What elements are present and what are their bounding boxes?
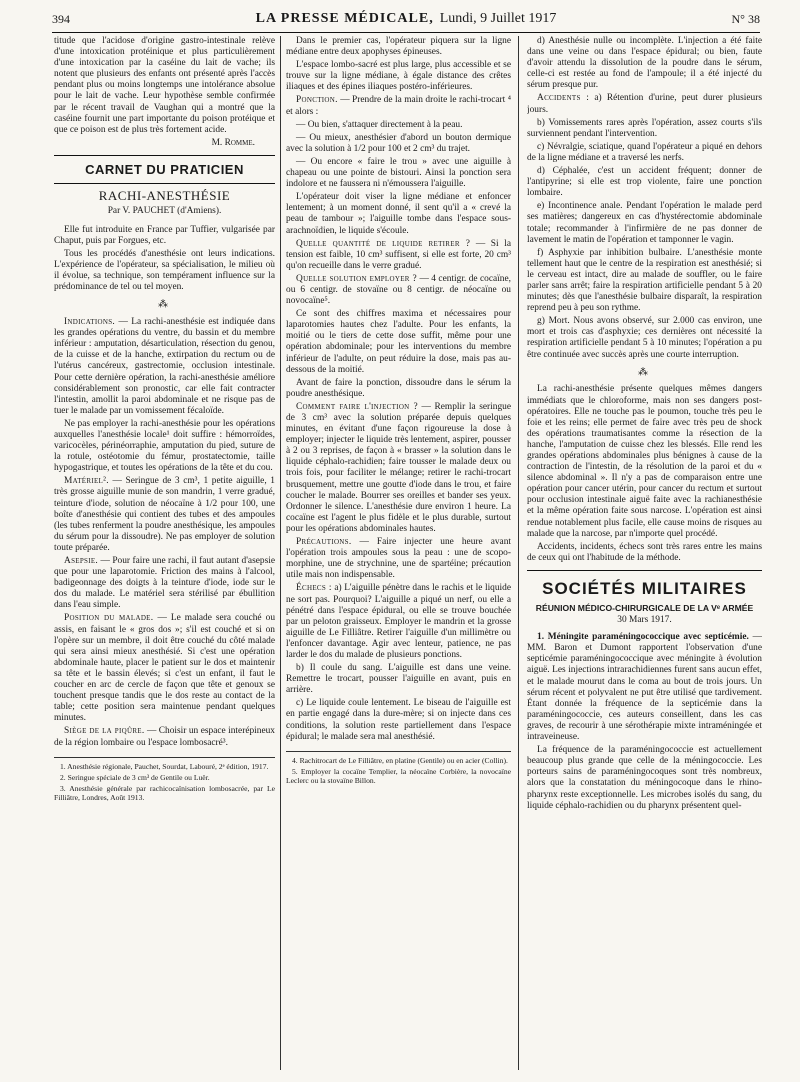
- paragraph-label: Précautions.: [296, 537, 352, 548]
- footnote: 1. Anesthésie régionale, Pauchet, Sourdat, Labouré, 2ᵉ édition, 1917.: [60, 761, 269, 771]
- meeting-date: 30 Mars 1917.: [617, 615, 672, 626]
- byline: Par V. PAUCHET (d'Amiens).: [107, 205, 222, 216]
- paragraph-label: 1. Méningite paraméningococcique avec septicémie.: [537, 632, 749, 643]
- paragraph: [286, 239, 511, 272]
- paragraph: Elle fut introduite en France par Tuffier, vulgarisée par Chaput, puis par Forgues, etc.: [54, 224, 275, 246]
- paragraph: b) Vomissements rares après l'opération, assez courts s'ils surviennent pendant l'intervention.: [527, 117, 762, 139]
- paragraph: Ne pas employer la rachi-anesthésie pour les opérations auxquelles l'anesthésie locale¹ doit suffire : hémorroïdes, varicocèles, périnéorraphie, amputation du pied, suture de la rotule, ostéotomie du fémur, prostatectomie, taille hypogastrique, et toutes les opérations de la tête et du cou.: [54, 418, 275, 474]
- paragraph-label: Position du malade.: [64, 613, 154, 624]
- paragraph-label: Ponction.: [296, 95, 338, 106]
- paragraph: La rachi-anesthésie présente quelques mêmes dangers immédiats que le chloroforme, mais non ses dangers post-opératoires. Elle ne touche pas le poumon, touche très peu le foie et les reins; elle permet de faire avec très peu de shock des opérations traumatisantes comme la résection de la hanche, l'amputation de cuisse chez les blessés. Elle rend les grandes opérations abdominales plus bénignes à cause de la contraction de l'intestin, de la résolution de la paroi et du « silence abdominal ». Il n'y a pas de comparaison entre une opération pour cancer utérin, pour cancer du rectum et surtout pour occlusion intestinale aiguë faite avec la rachianesthésie et la même opération faite sous narcose. L'opération est ainsi rendue notablement plus facile, elle cause moins de risques au malade que la narcose, par n'importe quel procédé.: [527, 384, 762, 539]
- footnotes: [286, 751, 511, 785]
- paragraph: Accidents, incidents, échecs sont très rares entre les mains de ceux qui ont l'habitude de la méthode.: [527, 541, 762, 563]
- paragraph-text: — Pour faire une rachi, il faut autant d'asepsie que pour une laparotomie. Friction des mains à l'alcool, badigeonnage des doigts à la teinture d'iode, iode sur le dos du malade. Le matériel sera stérilisé par ébullition dans l'eau simple.: [54, 556, 275, 611]
- paragraph-text: a) Rétention d'urine, peut durer plusieurs jours.: [527, 93, 762, 115]
- paragraph: d) Anesthésie nulle ou incomplète. L'injection a été faite dans une veine ou dans l'espace épidural; ou bien, faute d'avoir attendu la dissolution de la poudre dans le sérum, celle-ci est restée au fond de l'ampoule; il a été injecté du sérum presque pur.: [527, 36, 762, 91]
- issue-number: N° 38: [731, 11, 760, 26]
- paragraph: Avant de faire la ponction, dissoudre dans le sérum la poudre anesthésique.: [286, 377, 511, 399]
- paragraph: g) Mort. Nous avons observé, sur 2.000 cas environ, une mort et trois cas d'asphyxie; ces dernières ont nécessité la respiration artificielle pendant 5 à 10 minutes; l'opération a pu être continuée avec succès après une courte interruption.: [527, 316, 762, 360]
- paragraph: La fréquence de la paraméningococcie est actuellement beaucoup plus grande que celle de la méningococcie. Les porteurs sains de paraméningocoques sont très nombreux, alors que la constatation du méningocoque dans le rhino-pharynx reste exceptionnelle. Les microbes isolés du sang, du liquide céphalo-rachidien ou du pharynx présentent quel-: [527, 745, 762, 811]
- paragraph: Ce sont des chiffres maxima et nécessaires pour laparotomies hautes chez l'adulte. Pour les enfants, la moitié ou le tiers de cette dose suffit, même pour une opération abdominale; pour les interventions du membre inférieur de l'adulte, on peut réduire la dose, mais pas au-dessous de la moitié.: [286, 309, 511, 375]
- paragraph: b) Il coule du sang. L'aiguille est dans une veine. Remettre le trocart, pousser l'aiguille en avant, puis en arrière.: [286, 663, 511, 696]
- column-1: [54, 36, 275, 1070]
- column-3: [527, 36, 762, 1070]
- paragraph: c) Névralgie, sciatique, quand l'opérateur a piqué en dehors de la ligne médiane et a traversé les nerfs.: [527, 141, 762, 163]
- paragraph: [286, 583, 511, 661]
- paragraph: [286, 274, 511, 307]
- paragraph: [527, 93, 762, 115]
- paragraph-label: Siège de la piqûre.: [64, 726, 145, 737]
- paragraph: L'opérateur doit viser la ligne médiane et enfoncer lentement; à un moment donné, il sent qu'il a « crevé la peau de tambour »; l'aiguille tombe dans l'espace sous-arachnoïdien, le liquide s'écoule.: [286, 192, 511, 236]
- signature: M. Romme.: [211, 137, 255, 148]
- paragraph: f) Asphyxie par inhibition bulbaire. L'anesthésie monte tellement haut que le centre de la respiration est anesthésié; si le cerveau est intact, dire au malade de souffler, ou le faire parler sans arrêt; faire la respiration artificielle pendant 5 à 20 minutes; dès que l'anesthésie bulbaire disparaît, la respiration reprend peu à peu son rythme.: [527, 247, 762, 314]
- footnote: 4. Rachitrocart de Le Filliâtre, en platine (Gentile) ou en acier (Collin).: [292, 755, 508, 765]
- paragraph: [54, 613, 275, 724]
- paragraph: [54, 726, 275, 748]
- paragraph: [54, 317, 275, 417]
- paragraph-text: — La rachi-anesthésie est indiquée dans les grandes opérations du ventre, du bassin et du membre inférieur : amputation, désarticulation, résection du genou, de la cuisse et de la hanche, extirpation du rectum ou de l'utérus cancéreux, gastrectomie, occlusion intestinale. Pour cette dernière opération, la rachi-anesthésie améliore considérablement son pronostic, car elle fait contracter l'intestin, amollit la paroi abdominale et ne risque pas de tuer le malade par un vomissement fécaloïde.: [54, 317, 275, 416]
- paragraph-label: Comment faire l'injection ?: [296, 401, 418, 412]
- column-rule: [280, 36, 281, 1070]
- paragraph: e) Incontinence anale. Pendant l'opération le malade perd ses matières; dangereux en cas d'hystérectomie abdominale totale; recommander à l'infirmière de ne pas donner de lavement le matin de l'opération et tamponner le vagin.: [527, 201, 762, 245]
- paragraph-label: Matériel².: [64, 476, 109, 487]
- paragraph-label: Quelle solution employer ?: [296, 273, 417, 284]
- page-number: 394: [52, 11, 70, 26]
- section-title: CARNET DU PRATICIEN: [85, 161, 244, 177]
- paragraph: Tous les procédés d'anesthésie ont leurs indications. L'expérience de l'opérateur, sa spécialisation, le milieu où il évolue, sa technique, son tempérament influence sur la prédominance de tel ou tel moyen.: [54, 248, 275, 293]
- paragraph-label: Quelle quantité de liquide retirer ?: [296, 238, 471, 249]
- paragraph-text: — Faire injecter une heure avant l'opération trois ampoules sous la peau : une de scopo-morphine, une de strychnine, une de spartéine; précaution utile mais non indispensable.: [286, 537, 511, 581]
- list-item: — Ou bien, s'attaquer directement à la peau.: [296, 119, 463, 130]
- footnote: 5. Employer la cocaïne Templier, la néocaïne Corbière, la novocaïne Leclerc ou la stovaïne Billon.: [286, 766, 511, 785]
- article-title: RACHI-ANESTHÉSIE: [98, 188, 231, 204]
- section-title: SOCIÉTÉS MILITAIRES: [527, 570, 762, 599]
- asterism: ⁂: [638, 366, 651, 378]
- paragraph: [54, 476, 275, 554]
- paragraph-label: Asepsie.: [64, 556, 99, 567]
- paragraph: d) Céphalée, c'est un accident fréquent; donner de l'antipyrine; si elle est trop violente, faire une ponction lombaire.: [527, 166, 762, 199]
- page-header: [52, 6, 760, 33]
- column-rule: [518, 36, 519, 1070]
- asterism: ⁂: [158, 299, 171, 311]
- paragraph: titude que l'acidose d'origine gastro-intestinale relève d'une intoxication protéinique et plus particulièrement d'une intoxication par la caséine du lait de vache; ils notent que plusieurs des enfants ont présenté après l'accès pendant plus ou moins longtemps une intolérance absolue pour le lait de vache. Leur hypothèse semble confirmée par le récent travail de Vaughan qui a montré que la caséine fournit une part importante du poison protéique et que ce poison est de plus très fortement acide.: [54, 36, 275, 135]
- column-2: [286, 36, 511, 1070]
- paragraph-text: — Seringue de 3 cm³, 1 petite aiguille, 1 très grosse aiguille munie de son mandrin, 1 verre gradué, teinture d'iode, solution de néocaïne à 1/2 pour 100, une boîte d'anesthésie qui contient des tubes et des ampoules (les tubes renferment la poudre anesthésique, les ampoules du sérum pour la dissoudre). Ne pas employer de solution toute préparée.: [54, 476, 275, 553]
- paragraph: [527, 632, 762, 743]
- paragraph-text: — Le malade sera couché ou assis, en faisant le « gros dos »; s'il est couché et si on l'opère sur un membre, il doit être couché du côté malade qui sera ainsi mieux anesthésié. Si c'est une opération abdominale haute, placer le patient sur le dos et maintenir sa tête et le bassin élevés; si c'est un enfant, il faut le coucher en arc de cercle de façon que tête et genoux se touchent presque tandis que le dos reste au contact de la table; cette position sera maintenue pendant quelques minutes.: [54, 613, 275, 724]
- divider: [54, 183, 275, 184]
- paragraph-text: — MM. Baron et Dumont rapportent l'observation d'une septicémie paraméningococcique avec méningite à évolution aiguë. Les injections intrarachidiennes furent sans aucun effet, et le malade mourut dans le coma au bout de trois jours. Un sérum récent et polyvalent ne put être utilisé que tardivement. Étant donnée la fréquence de la septicémie dans la paraméningococcie, ces auteurs conseillent, dans les cas graves, de recourir à une sérothérapie mixte intraméningée et intraveineuse.: [527, 632, 762, 743]
- journal-name: LA PRESSE MÉDICALE,: [255, 10, 434, 26]
- paragraph-label: Indications.: [64, 317, 116, 328]
- paragraph-label: Échecs :: [296, 583, 332, 594]
- paragraph-text: — Si la tension est faible, 10 cm³ suffisent, si elle est forte, 20 cm³ qu'on recueille dans le verre gradué.: [286, 238, 511, 271]
- paragraph: [54, 556, 275, 611]
- paragraph: [286, 537, 511, 581]
- paragraph-text: — Prendre de la main droite le rachi-trocart ⁴ et alors :: [286, 95, 511, 117]
- list-item: — Ou encore « faire le trou » avec une aiguille à chapeau ou une pointe de bistouri. Ainsi la ponction sera indolore et ne faussera ni n'émoussera l'aiguille.: [286, 156, 511, 190]
- divider: [54, 155, 275, 156]
- footnote: 3. Anesthésie générale par rachicocaïnisation lombosacrée, par Le Filliâtre, Londres, Août 1913.: [54, 783, 275, 802]
- list-item: — Ou mieux, anesthésier d'abord un bouton dermique avec la solution à 1/2 pour 100 et 2 cm³ du trajet.: [286, 132, 511, 154]
- journal-title: [256, 11, 557, 28]
- paragraph-text: — 4 centigr. de cocaïne, ou 6 centigr. de stovaïne ou 8 centigr. de néocaïne ou novocaïne⁵.: [286, 273, 511, 307]
- paragraph-label: Accidents :: [537, 93, 590, 104]
- paragraph-text: a) L'aiguille pénètre dans le rachis et le liquide ne sort pas. Pourquoi? L'aiguille a piqué un nerf, ou elle a pénétré dans l'espace épidural, ou elle se trouve bouchée par un peloton graisseux. Employer le mandrin et la grosse aiguille de Le Filliâtre. Retirer l'aiguille d'un millimètre ou l'enfoncer davantage. Agir avec lenteur, patience, ne pas larder le dos du malade de plusieurs ponctions.: [286, 583, 511, 660]
- issue-date: Lundi, 9 Juillet 1917: [439, 10, 557, 26]
- footnotes: [54, 757, 275, 802]
- footnote: 2. Seringue spéciale de 3 cm³ de Gentile ou Luër.: [60, 772, 210, 782]
- paragraph: Dans le premier cas, l'opérateur piquera sur la ligne médiane entre deux apophyses épineuses.: [286, 36, 511, 58]
- paragraph: L'espace lombo-sacré est plus large, plus accessible et se trouve sur la ligne médiane, à égale distance des crêtes iliaques et des épines iliaques postéro-inférieures.: [286, 60, 511, 93]
- paragraph: c) Le liquide coule lentement. Le biseau de l'aiguille est en partie engagé dans la dure-mère; si on injecte dans ces conditions, la solution reste partiellement dans l'espace épidural; le malade sera mal anesthésié.: [286, 698, 511, 742]
- paragraph: [286, 95, 511, 117]
- paragraph: [286, 402, 511, 535]
- paragraph-text: — Choisir un espace interépineux de la région lombaire ou l'espace lombosacré³.: [54, 726, 275, 748]
- meeting-title: RÉUNION MÉDICO-CHIRURGICALE DE LA Vᵉ ARMÉE: [535, 602, 754, 613]
- paragraph-text: — Remplir la seringue de 3 cm³ avec la solution préparée depuis quelques minutes, en évitant d'une façon rigoureuse la dose à employer; injecter le liquide très lentement, aspirer, pousser à 2 ou 3 reprises, de façon à « brasser » la solution dans le liquide céphalo-rachidien; faire tousser le malade deux ou trois fois, pour faciliter le mélange; retirer le rachi-trocart brusquement, mettre une goutte d'iode dans le trou, et faire coucher le malade. Bourrer ses oreilles et bander ses yeux. Ordonner le silence. L'anesthésie dure environ 1 heure. La cocaïne est l'agent le plus fidèle et le plus durable, surtout pour les opérations abdominales hautes.: [286, 401, 511, 534]
